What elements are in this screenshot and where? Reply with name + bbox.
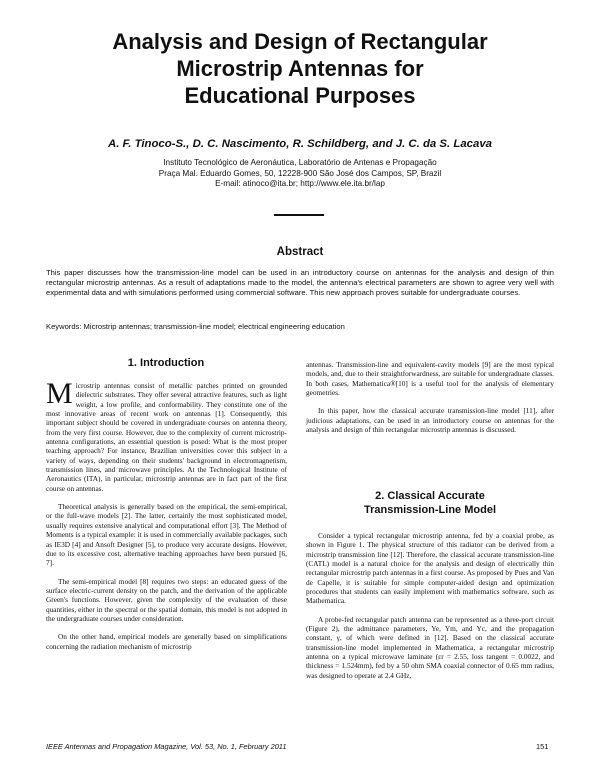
page-number: 151 [536, 742, 549, 751]
paragraph [46, 377, 287, 493]
right-column-section2 [306, 531, 554, 680]
section-heading-catl [306, 489, 554, 517]
title-line: Educational Purposes [184, 83, 416, 108]
title-line: Analysis and Design of Rectangular [112, 29, 488, 54]
affiliation-line: Instituto Tecnológico de Aeronáutica, Laboratório de Antenas e Propagação [163, 158, 437, 167]
paragraph-text: icrostrip antennas consist of metallic patches printed on grounded dielectric substrates. They offer several attractive features, such as light weight, a low profile, and conformability. They constitute one of the most innovative areas of recent work on antennas [1]. Consequently, this important subject should be covered in undergraduate courses on antenna theory, from the very first course. However, due to the complexity of current microstrip-antenna configurations, an essential question is posed: What is the most proper teaching approach? For instance, Brazilian universities cover this subject in a variety of ways, depending on their students' background in electromagnetism, transmission lines, and microwave principles. At the Technological Institute of Aeronautics (ITA), in particular, microstrip antennas are in fact part of the first course on antennas. [46, 381, 287, 493]
paragraph: The semi-empirical model [8] requires two steps: an educated guess of the surface electric-current density on the patch, and the derivation of the applicable Green's functions. However, given the complexity of the evaluation of these quantities, either in the spectral or the spatial domain, this model is not adopted in the undergraduate courses under consideration. [46, 576, 287, 623]
paragraph: In this paper, how the classical accurate transmission-line model [11], after judicious adaptations, can be used in an introductory course on antennas for the analysis and design of thin rectangular microstrip antennas is discussed. [306, 406, 554, 435]
author-list: A. F. Tinoco-S., D. C. Nascimento, R. Schildberg, and J. C. da S. Lacava [108, 138, 492, 150]
paragraph: A probe-fed rectangular patch antenna can be represented as a three-port circuit (Figure 2), the admittance parameters, Ye, Ym, and Yc, and the propagation constant, γ, of which were defined in [12]. Based on the classical accurate transmission-line model implemented in Mathematica, a rectangular microstrip antenna on a typical microwave laminate (εr = 2.55, loss tangent = 0.0022, and thickness = 1.524mm), fed by a 50 ohm SMA coaxial connector of 0.65 mm radius, was designed to operate at 2.4 GHz, [306, 614, 554, 680]
paragraph: Consider a typical rectangular microstrip antenna, fed by a coaxial probe, as shown in Figure 1. The physical structure of this radiator can be derived from a microstrip transmission line [12]. Therefore, the classical accurate transmission-line (CATL) model is a natural choice for the analysis and design of electrically thin rectangular microstrip patch antennas in a first course. As proposed by Pues and Van de Capelle, it is suitable for simple computer-aided design and optimization procedures that students can easily implement with mathematics software, such as Mathematica. [306, 531, 554, 606]
paragraph: On the other hand, empirical models are generally based on simplifications concerning the radiation mechanism of microstrip [46, 632, 287, 651]
journal-footer: IEEE Antennas and Propagation Magazine, Vol. 53, No. 1, February 2011 [46, 742, 287, 751]
affiliation-email-line: E-mail: atinoco@ita.br; http://www.ele.ita.br/lap [215, 179, 385, 188]
abstract-heading: Abstract [276, 246, 324, 258]
drop-cap: M [46, 377, 73, 410]
keywords-line: Keywords: Microstrip antennas; transmission-line model; electrical engineering education [46, 322, 345, 331]
right-column-intro [306, 360, 554, 434]
paragraph: Theoretical analysis is generally based on the empirical, the semi-empirical, or the full-wave models [2]. The latter, certainly the most sophisticated model, usually requires extensive analytical and computational effort [3]. The Method of Moments is a typical example: it is used in commercially available packages, such as IE3D [4] and Ansoft Designer [5], to produce very accurate designs. However, due to its excessive cost, alternative teaching approaches have been pursued [6, 7]. [46, 502, 287, 568]
title-divider [274, 214, 324, 216]
left-column [46, 377, 287, 651]
paper-title [60, 28, 540, 109]
heading-line: 2. Classical Accurate [375, 490, 485, 502]
section-heading-introduction: 1. Introduction [127, 357, 205, 369]
title-line: Microstrip Antennas for [176, 56, 424, 81]
abstract-text: This paper discusses how the transmission-line model can be used in an introductory course on antennas for the analysis and design of thin rectangular microstrip antennas. As a result of adaptations made to the model, the antenna's electrical parameters are shown to agree very well with experimental data and with simulations performed using commercial software. This new approach proves suitable for undergraduate courses. [46, 268, 554, 297]
affiliation-block [30, 158, 570, 190]
heading-line: Transmission-Line Model [363, 504, 497, 516]
affiliation-line: Praça Mal. Eduardo Gomes, 50, 12228-900 São José dos Campos, SP, Brazil [158, 168, 442, 178]
paragraph: antennas. Transmission-line and equivalent-cavity models [9] are the most typical models, and, due to their straightforwardness, are suitable for undergraduate classes. In both cases, Mathematica®[10] is a useful tool for the analysis of elementary geometries. [306, 360, 554, 398]
